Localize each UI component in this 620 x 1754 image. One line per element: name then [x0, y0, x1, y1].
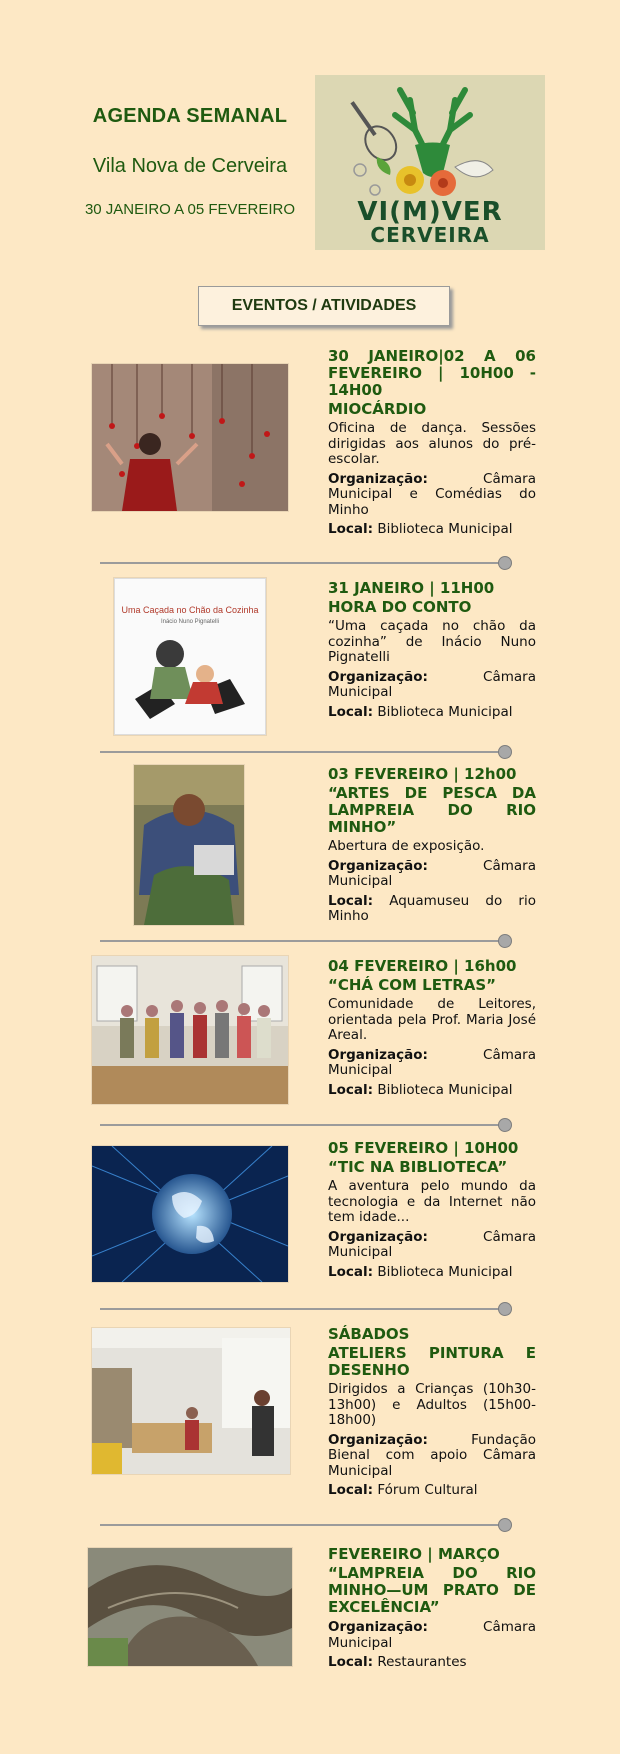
event-title: “CHÁ COM LETRAS” [328, 976, 497, 994]
fisherman-image-icon [134, 765, 244, 925]
location-value: Biblioteca Municipal [377, 1263, 513, 1280]
event-location [328, 705, 536, 721]
event-title: “TIC NA BIBLIOTECA” [328, 1158, 508, 1176]
event-location [328, 1265, 536, 1281]
event-date: 05 FEVEREIRO | 10H00 [328, 1139, 519, 1157]
separator [100, 1308, 504, 1310]
event-date: 31 JANEIRO | 11H00 [328, 579, 495, 597]
header [0, 0, 620, 260]
event-text [328, 1326, 536, 1499]
logo-text-line1: VI(M)VER [357, 197, 503, 227]
location-label: Local: [328, 1081, 374, 1098]
event-text [328, 766, 536, 925]
location-label: Local: [328, 1263, 374, 1280]
lamprey-image-icon [88, 1548, 292, 1666]
location-label: Local: [328, 1654, 374, 1670]
event-description: “Uma caçada no chão da cozinha” de Inácio Nuno Pignatelli [328, 618, 536, 665]
event-title: HORA DO CONTO [328, 598, 472, 616]
period-subtitle: 30 JANEIRO A 05 FEVEREIRO [84, 201, 296, 218]
globe-icon [92, 1146, 288, 1282]
separator-dot-icon [498, 1118, 512, 1132]
location-label: Local: [328, 703, 374, 720]
dancer-puppets-photo [92, 364, 288, 511]
location-value: Biblioteca Municipal [377, 703, 513, 720]
reading-group-image-icon [92, 956, 288, 1104]
book-illustration-icon [115, 579, 265, 734]
location-value: Biblioteca Municipal [377, 521, 513, 537]
organization-label: Organização: [328, 1228, 428, 1245]
location-value: Biblioteca Municipal [377, 1081, 513, 1098]
event-text [328, 348, 536, 538]
organization-value: Câmara Municipal [328, 857, 536, 889]
book-author: Inácio Nuno Pignatelli [160, 619, 220, 625]
event-organization [328, 859, 536, 890]
event-date: 03 FEVEREIRO | 12h00 [328, 765, 517, 783]
event-organization [328, 1620, 536, 1651]
dancer-image-icon [92, 364, 288, 511]
event-title: “ARTES DE PESCA DA LAMPREIA DO RIO MINHO” [328, 784, 536, 836]
book-cover [114, 578, 266, 735]
fisherman-photo [134, 765, 244, 925]
event-organization [328, 472, 536, 519]
location-value: Aquamuseu do rio Minho [328, 892, 536, 924]
organization-label: Organização: [328, 1619, 428, 1635]
event-organization [328, 1048, 536, 1079]
organization-value: Fundação Bienal com apoio Câmara Municipal [328, 1431, 536, 1479]
separator-dot-icon [498, 934, 512, 948]
events-activities-button[interactable]: EVENTOS / ATIVIDADES [198, 286, 450, 326]
location-label: Local: [328, 892, 374, 909]
separator [100, 1524, 504, 1526]
organization-value: Câmara Municipal [328, 1619, 536, 1651]
organization-value: Câmara Municipal e Comédias do Minho [328, 470, 536, 518]
event-description: Comunidade de Leitores, orientada pela Prof. Maria José Areal. [328, 996, 536, 1043]
organization-label: Organização: [328, 470, 428, 487]
event-text [328, 958, 536, 1098]
lamprey-photo [88, 1548, 292, 1666]
event-organization [328, 1433, 536, 1480]
location-value: Fórum Cultural [377, 1482, 478, 1498]
event-date: 30 JANEIRO|02 A 06 FEVEREIRO | 10H00 - 14H00 [328, 347, 536, 399]
organization-value: Câmara Municipal [328, 1228, 536, 1260]
organization-label: Organização: [328, 1431, 428, 1448]
atelier-photo [92, 1328, 290, 1474]
event-text [328, 580, 536, 720]
location-value: Restaurantes [377, 1654, 467, 1670]
event-text [328, 1546, 536, 1671]
separator-dot-icon [498, 556, 512, 570]
event-title: MIOCÁRDIO [328, 400, 427, 418]
reading-group-photo [92, 956, 288, 1104]
separator [100, 940, 504, 942]
logo-text-line2: CERVEIRA [370, 223, 490, 247]
separator-dot-icon [498, 745, 512, 759]
globe-network-image [92, 1146, 288, 1282]
separator [100, 751, 504, 753]
separator-dot-icon [498, 1518, 512, 1532]
organization-label: Organização: [328, 668, 428, 685]
event-description: Dirigidos a Crianças (10h30-13h00) e Adultos (15h00-18h00) [328, 1381, 536, 1428]
event-location [328, 1083, 536, 1099]
event-date: 04 FEVEREIRO | 16h00 [328, 957, 517, 975]
organization-value: Câmara Municipal [328, 668, 536, 700]
event-date: SÁBADOS [328, 1325, 410, 1343]
separator-dot-icon [498, 1302, 512, 1316]
location-label: Local: [328, 521, 374, 537]
separator [100, 562, 504, 564]
page-title: AGENDA SEMANAL [92, 105, 288, 127]
event-location [328, 1483, 536, 1499]
separator [100, 1124, 504, 1126]
event-date: FEVEREIRO | MARÇO [328, 1545, 500, 1563]
location-subtitle: Vila Nova de Cerveira [92, 155, 288, 177]
event-organization [328, 1230, 536, 1261]
organization-label: Organização: [328, 857, 428, 874]
event-title: ATELIERS PINTURA E DESENHO [328, 1344, 536, 1379]
event-organization [328, 670, 536, 701]
event-location [328, 1655, 536, 1671]
atelier-image-icon [92, 1328, 290, 1474]
event-title: “LAMPREIA DO RIO MINHO—UM PRATO DE EXCELÊNCIA” [328, 1564, 536, 1616]
event-text [328, 1140, 536, 1280]
event-description: A aventura pelo mundo da tecnologia e da Internet não tem idade... [328, 1178, 536, 1225]
organization-label: Organização: [328, 1046, 428, 1063]
event-location [328, 522, 536, 538]
event-description: Abertura de exposição. [328, 838, 485, 854]
vimver-cerveira-logo [315, 75, 545, 250]
event-location [328, 894, 536, 925]
organization-value: Câmara Municipal [328, 1046, 536, 1078]
location-label: Local: [328, 1482, 374, 1498]
event-description: Oficina de dança. Sessões dirigidas aos alunos do pré-escolar. [328, 420, 536, 467]
book-title: Uma Caçada no Chão da Cozinha [121, 605, 259, 615]
